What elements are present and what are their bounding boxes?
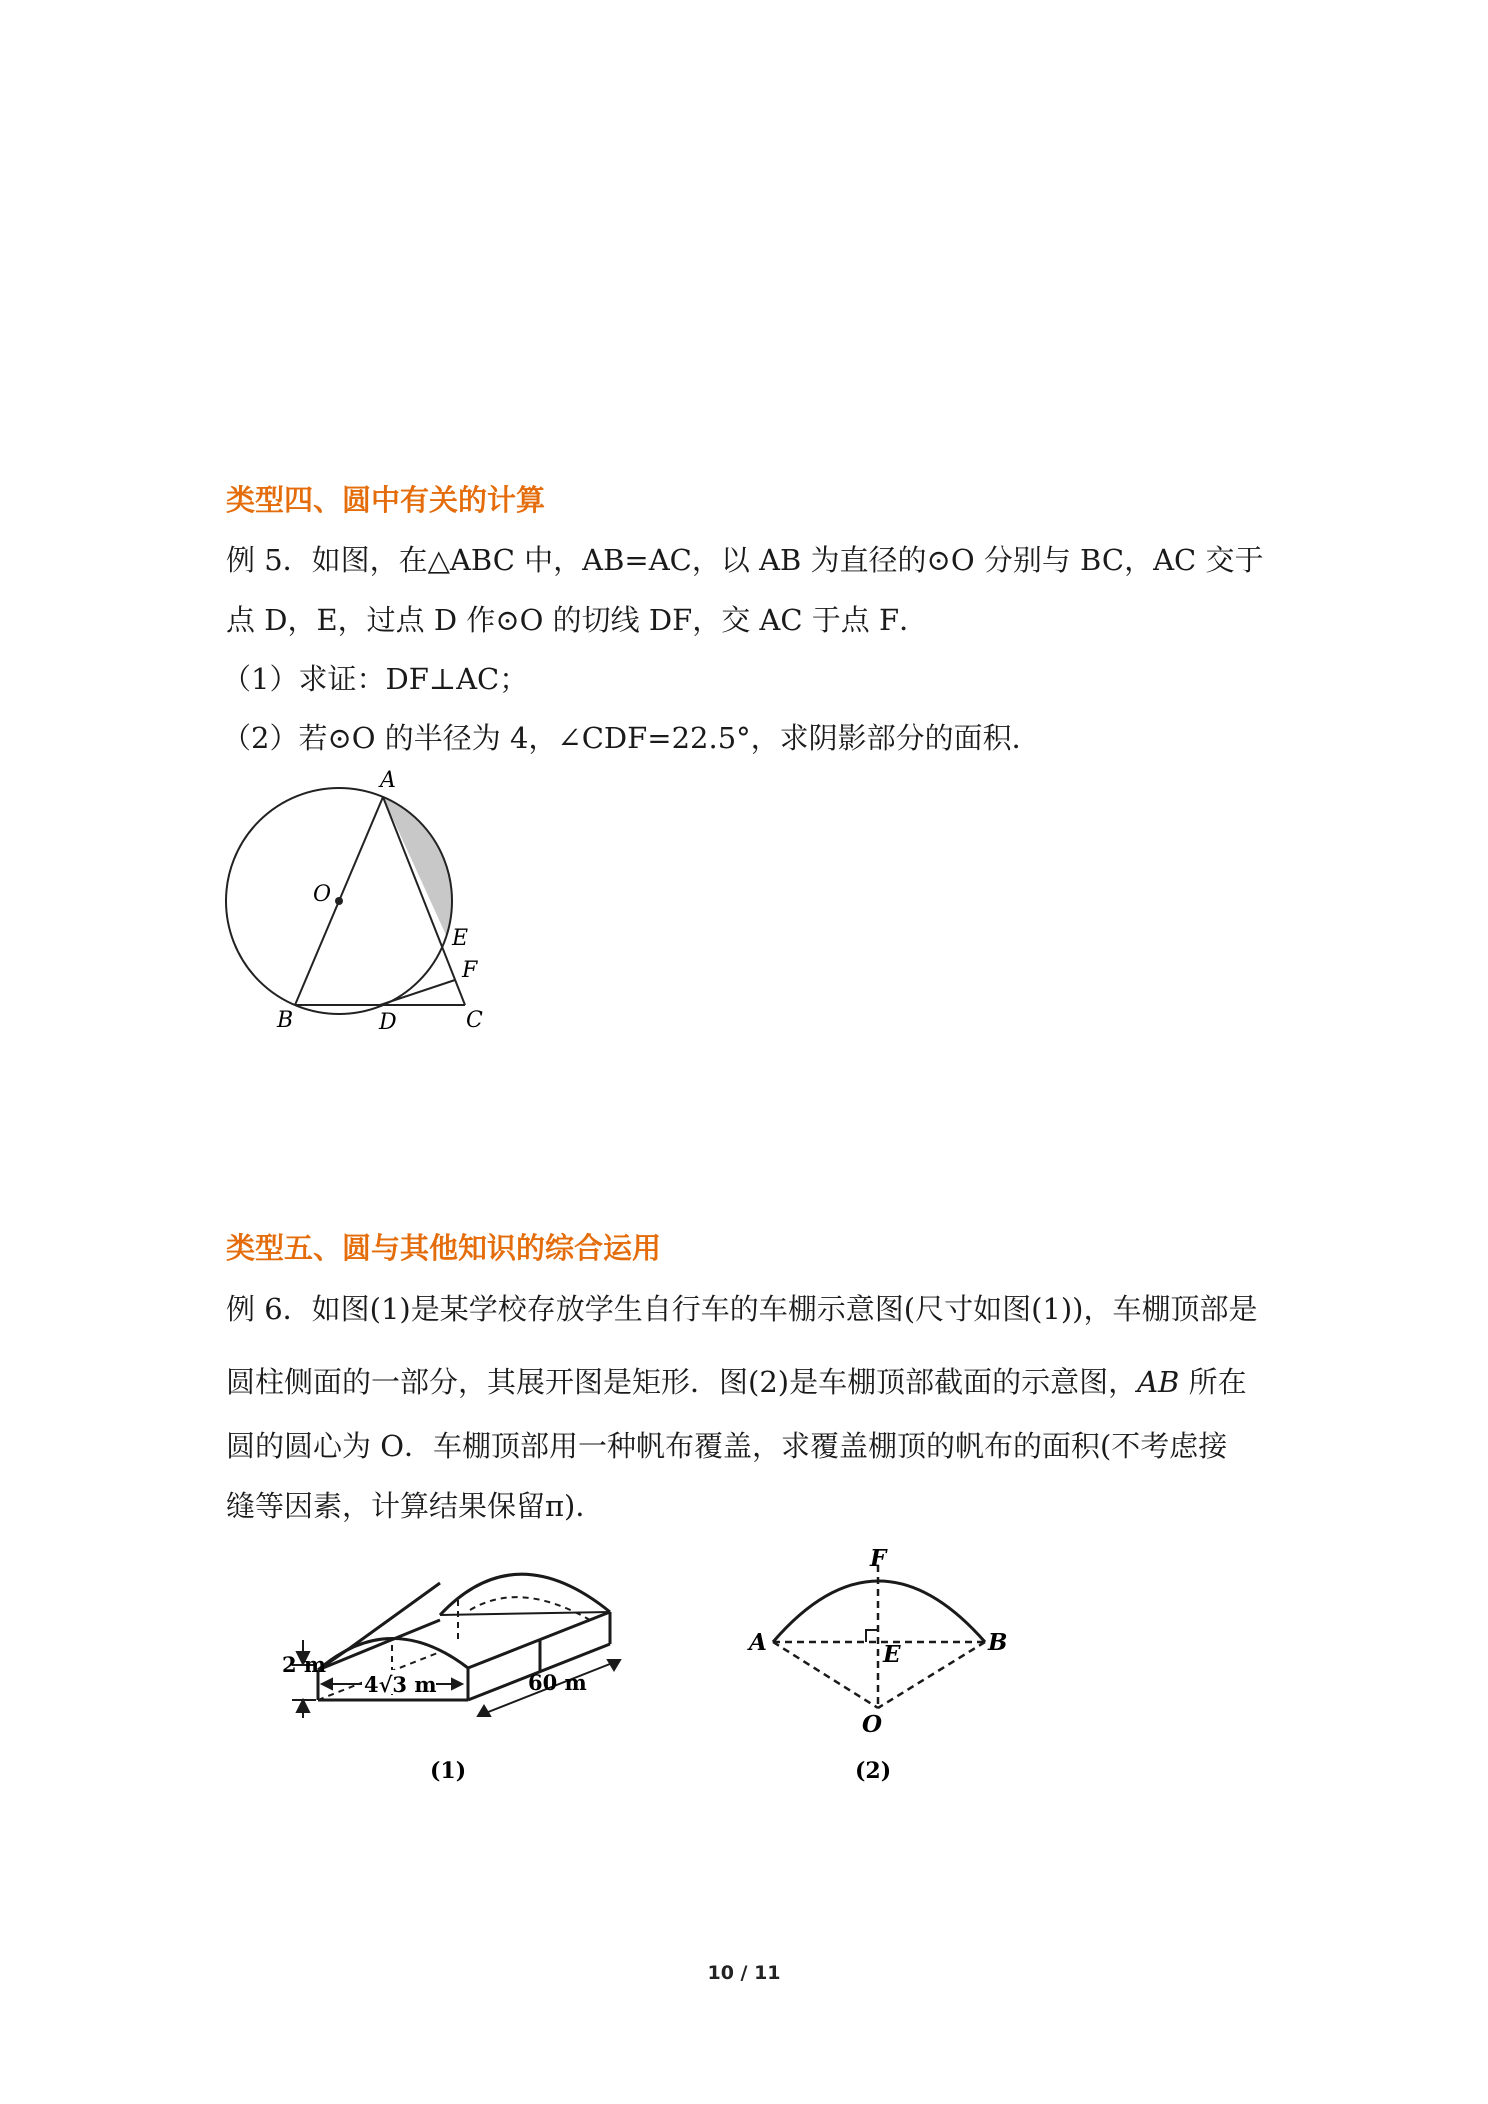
page-number: 10 / 11 [707,1962,781,1984]
label-b: B [988,1629,1008,1656]
label-c: C [466,1008,483,1033]
width-label: 4√3 m [364,1672,437,1697]
example6-line1: 例 6．如图(1)是某学校存放学生自行车的车棚示意图(尺寸如图(1))，车棚顶部是 [226,1292,1258,1326]
radius-oa [773,1642,878,1708]
example6-line4: 缝等因素，计算结果保留π)． [226,1489,605,1523]
back-arc [440,1574,610,1615]
length-label: 60 m [528,1670,587,1695]
label-d: D [379,1010,397,1035]
label-o: O [862,1711,883,1738]
shaded-region [383,797,451,935]
label-b: B [277,1008,294,1033]
figure1-caption: (1) [430,1758,467,1784]
section-heading-4: 类型四、圆中有关的计算 [226,483,546,517]
label-e: E [883,1641,901,1668]
height-label: 2 m [282,1652,327,1677]
example6-line3: 圆的圆心为 O．车棚顶部用一种帆布覆盖，求覆盖棚顶的帆布的面积(不考虑接 [226,1429,1228,1463]
example5-line2: 点 D，E，过点 D 作⊙O 的切线 DF，交 AC 于点 F． [226,603,929,637]
label-e: E [452,926,469,951]
center-point [335,897,343,905]
section-heading-5: 类型五、圆与其他知识的综合运用 [226,1231,662,1265]
right-angle-mark [866,1630,878,1642]
tangent-df [380,980,455,1005]
example6-line2 [226,1360,1247,1401]
example5-question2: （2）若⊙O 的半径为 4，∠CDF=22.5°，求阴影部分的面积． [222,721,1041,755]
label-f: F [462,958,478,983]
bike-shed-figure [270,1535,640,1800]
example5-circle-figure [215,765,515,1035]
cross-section-figure [735,1540,1055,1785]
label-o: O [313,882,332,907]
figure2-caption: (2) [855,1758,892,1784]
label-a: A [749,1629,767,1656]
label-a: A [380,768,396,793]
example5-line1: 例 5．如图，在△ABC 中，AB=AC，以 AB 为直径的⊙O 分别与 BC，AC 交于 [226,543,1264,577]
example6-line2-prefix: 圆柱侧面的一部分，其展开图是矩形．图(2)是车棚顶部截面的示意图， [226,1365,1138,1399]
example6-line2-suffix: 所在 [1179,1365,1247,1399]
label-f: F [870,1545,887,1572]
example5-question1: （1）求证：DF⊥AC； [222,662,529,696]
example6-line2-italic: AB [1137,1365,1180,1399]
